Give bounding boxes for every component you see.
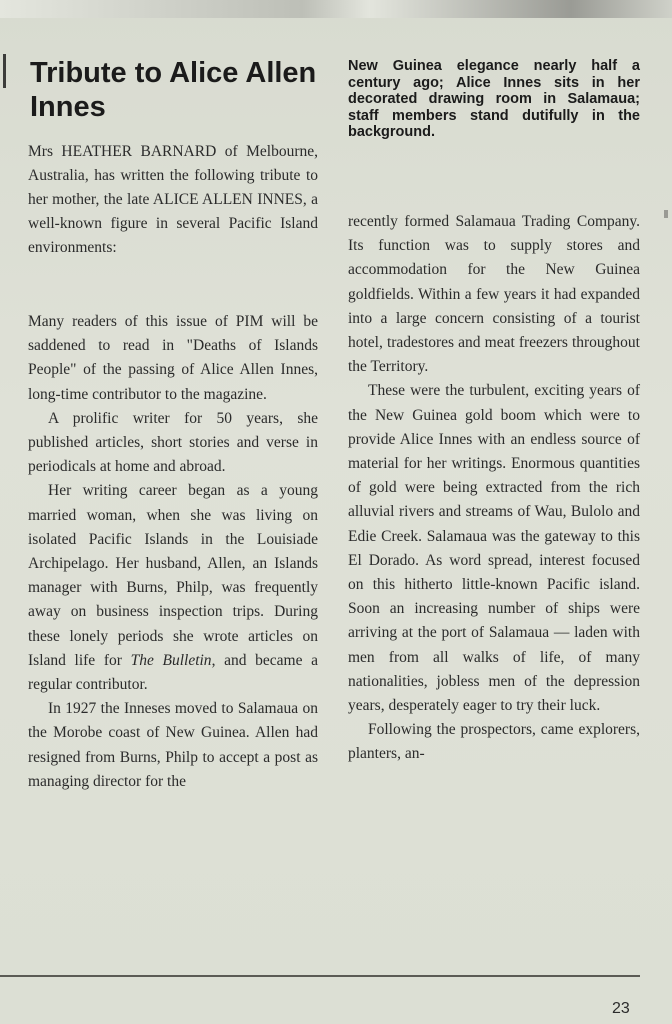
footer-rule (0, 975, 640, 977)
margin-mark (664, 210, 668, 218)
paragraph: These were the turbulent, exciting years of the New Guinea gold boom which were to provide Alice Innes with an endless source of material for her writings. Enormous quantities of gold were being extracted from the rich alluvial rivers and streams of Wau, Bulolo and Edie Creek. Salamaua was the gateway to this El Dorado. As word spread, interest focused on this hitherto little-known Pacific island. Soon an increasing number of ships were arriving at the port of Salamaua — laden with men from all walks of life, of many nationalities, jobless men of the depression years, desperately eager to try their luck. (348, 382, 640, 715)
page-number: 23 (612, 1000, 630, 1017)
right-column-body (348, 210, 640, 767)
paragraph: A prolific writer for 50 years, she published articles, short stories and verse in periodicals at home and abroad. (28, 409, 318, 476)
paragraph: In 1927 the Inneses moved to Salamaua on the Morobe coast of New Guinea. Allen had resigned from Burns, Philp to accept a post as managing director for the (28, 700, 318, 790)
photo-caption: New Guinea elegance nearly half a century ago; Alice Innes sits in her decorated drawing room in Salamaua; staff members stand dutifully in the background. (348, 58, 640, 140)
paragraph (28, 479, 318, 697)
publication-name: The Bulletin (130, 651, 212, 669)
margin-mark (3, 54, 6, 88)
left-column-body (28, 310, 318, 794)
paragraph-text: , and became a regular contributor. (28, 651, 318, 694)
paragraph: recently formed Salamaua Trading Company. Its function was to supply stores and accommodation for the New Guinea goldfields. Within a few years it had expanded into a large concern consisting of a tourist hotel, tradestores and meat freezers throughout the Territory. (348, 213, 640, 376)
article-title: Tribute to Alice Allen Innes (30, 57, 317, 123)
paragraph: Following the prospectors, came explorers, planters, an- (348, 721, 640, 763)
paragraph-text: Her writing career began as a young married woman, when she was living on isolated Pacific Islands in the Louisiade Archipelago. Her husband, Allen, an Islands manager with Burns, Philp, was frequently away on business inspection trips. During these lonely periods she wrote articles on Island life for (28, 482, 318, 669)
photo-edge-strip (0, 0, 672, 18)
article-intro: Mrs HEATHER BARNARD of Melbourne, Australia, has written the following tribute to her mother, the late ALICE ALLEN INNES, a well-known figure in several Pacific Island environments: (28, 143, 318, 256)
paragraph: Many readers of this issue of PIM will be saddened to read in "Deaths of Islands People" of the passing of Alice Allen Innes, long-time contributor to the magazine. (28, 313, 318, 403)
